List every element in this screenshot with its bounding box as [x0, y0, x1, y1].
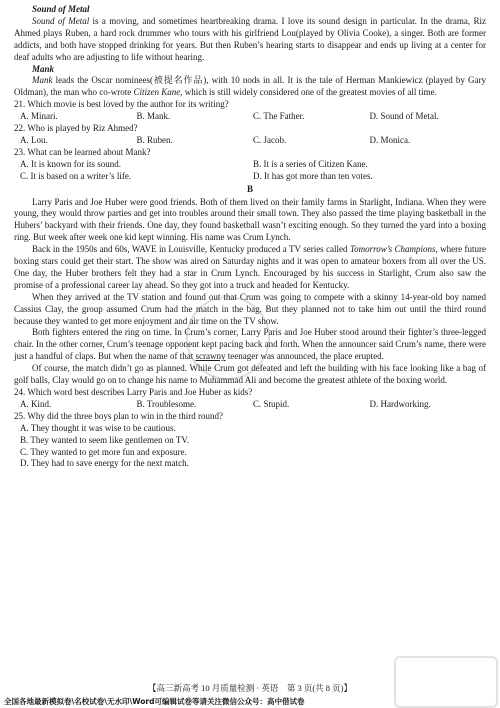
exam-page: [14, 4, 486, 470]
question-21-options: [14, 111, 486, 123]
option-24-c: C. Stupid.: [253, 398, 290, 409]
option-22-d: D. Monica.: [369, 134, 411, 145]
option-24-a: A. Kind.: [20, 398, 52, 409]
section-b-paragraph-4: Both fighters entered the ring on time. In Crum’s corner, Larry Paris and Joe Huber stood around their fighter’s three-legged chair. In the other corner, Crum’s teenage opponent kept pacing back and forth. When the announcer said Crum’s name, there were just a handful of claps. But when the name of that scrawny teenager was announced, the place erupted.: [14, 327, 486, 362]
question-23-options: [14, 159, 486, 183]
option-24-d: D. Hardworking.: [369, 398, 431, 409]
question-25-stem: 25. Why did the three boys plan to win in the third round?: [14, 410, 224, 421]
question-23-stem: 23. What can be learned about Mank?: [14, 146, 151, 157]
option-21-a: A. Minari.: [20, 111, 58, 122]
question-22-stem: 22. Who is played by Riz Ahmed?: [14, 123, 138, 134]
option-25-d: D. They had to save energy for the next match.: [20, 458, 189, 469]
section-a-title-2: Mank: [32, 63, 55, 74]
option-25-c: C. They wanted to get more fun and exposure.: [20, 446, 187, 457]
option-23-d: D. It has got more than ten votes.: [253, 170, 373, 181]
option-21-d: D. Sound of Metal.: [369, 111, 439, 122]
option-22-b: B. Ruben.: [136, 134, 173, 145]
section-b-label: B: [246, 183, 253, 194]
option-22-a: A. Lou.: [20, 134, 48, 145]
footer-notice: 全国各地最新模拟卷\名校试卷\无水印\Word可编辑试卷等请关注微信公众号：高中借试卷: [4, 697, 305, 706]
option-25-b: B. They wanted to seem like gentlemen on TV.: [20, 434, 189, 445]
option-24-b: B. Troublesome.: [136, 398, 197, 409]
section-b-paragraph-5: Of course, the match didn’t go as planned. While Crum got defeated and left the building with his face looking like a bag of golf balls, Clay would go on to change his name to Muhammad Ali and become the greatest athlete of the boxing world.: [14, 363, 486, 386]
question-22-options: [14, 135, 486, 147]
watermark-logo: [394, 656, 498, 708]
option-23-a: A. It is known for its sound.: [20, 158, 121, 169]
question-24-stem: 24. Which word best describes Larry Paris and Joe Huber as kids?: [14, 387, 253, 397]
section-b-paragraph-1: Larry Paris and Joe Huber were good friends. Both of them lived on their family farms in Starlight, Indiana. When they were young, they would throw parties and get into troubles around their small town. They also passed the time playing basketball in the Hubers’ backyard with their friends. One day, they found basketball wasn’t exciting enough. So they turned the yard into a boxing ring. But week after week one kid kept winning. His name was Crum Lynch.: [14, 196, 486, 243]
option-21-c: C. The Father.: [253, 111, 305, 122]
question-25-options: [14, 423, 486, 471]
section-a-paragraph-2: Mank leads the Oscar nominees(被提名作品), with 10 nods in all. It is the tale of Herman Mankiewicz (played by Gary Oldman), the man who co-wrote Citizen Kane, which is still widely considered one of the greatest movies of all time.: [14, 75, 486, 98]
option-23-c: C. It is based on a writer’s life.: [20, 170, 132, 181]
page-footer: 【高三新高考 10 月质量检测 · 英语 第 3 页(共 8 页)】: [148, 683, 352, 693]
section-a-title-1: Sound of Metal: [32, 4, 90, 14]
section-b-paragraph-2: Back in the 1950s and 60s, WAVE in Louisville, Kentucky produced a TV series called Tomorrow’s Champions, where future boxing stars could get their start. The show was aired on Saturday nights and it was open to amateur boxers from all over the US. One day, the Huber brothers felt they had a star in Crum Lynch. Encouraged by his success in Starlight, Crum also saw the promise of a professional career lay ahead. So they got into a truck and headed for Kentucky.: [14, 244, 486, 290]
section-a-paragraph-1: Sound of Metal is a moving, and sometimes heartbreaking drama. I love its sound design in particular. In the drama, Riz Ahmed plays Ruben, a hard rock drummer who tours with his girlfriend Lou(played by Olivia Cooke), a singer. Both are former addicts, and both have stopped drinking for years. But then Ruben’s hearing starts to disappear and ends up living at a center for deaf adults who are adjusting to life without hearing.: [14, 15, 486, 62]
option-25-a: A. They thought it was wise to be cautious.: [20, 422, 176, 433]
option-21-b: B. Mank.: [136, 111, 171, 122]
question-21-stem: 21. Which movie is best loved by the author for its writing?: [14, 99, 229, 110]
section-b-paragraph-3: When they arrived at the TV station and found out that Crum was going to compete with a skinny 14-year-old boy named Cassius Clay, the group assumed Crum had the match in the bag. But they planned not to take him out until the third round because they wanted to get more enjoyment and air time on the TV show.: [14, 291, 486, 326]
question-24-options: [14, 399, 486, 411]
option-23-b: B. It is a series of Citizen Kane.: [253, 158, 368, 169]
underlined-word: scrawny: [195, 351, 226, 362]
option-22-c: C. Jacob.: [253, 134, 287, 145]
